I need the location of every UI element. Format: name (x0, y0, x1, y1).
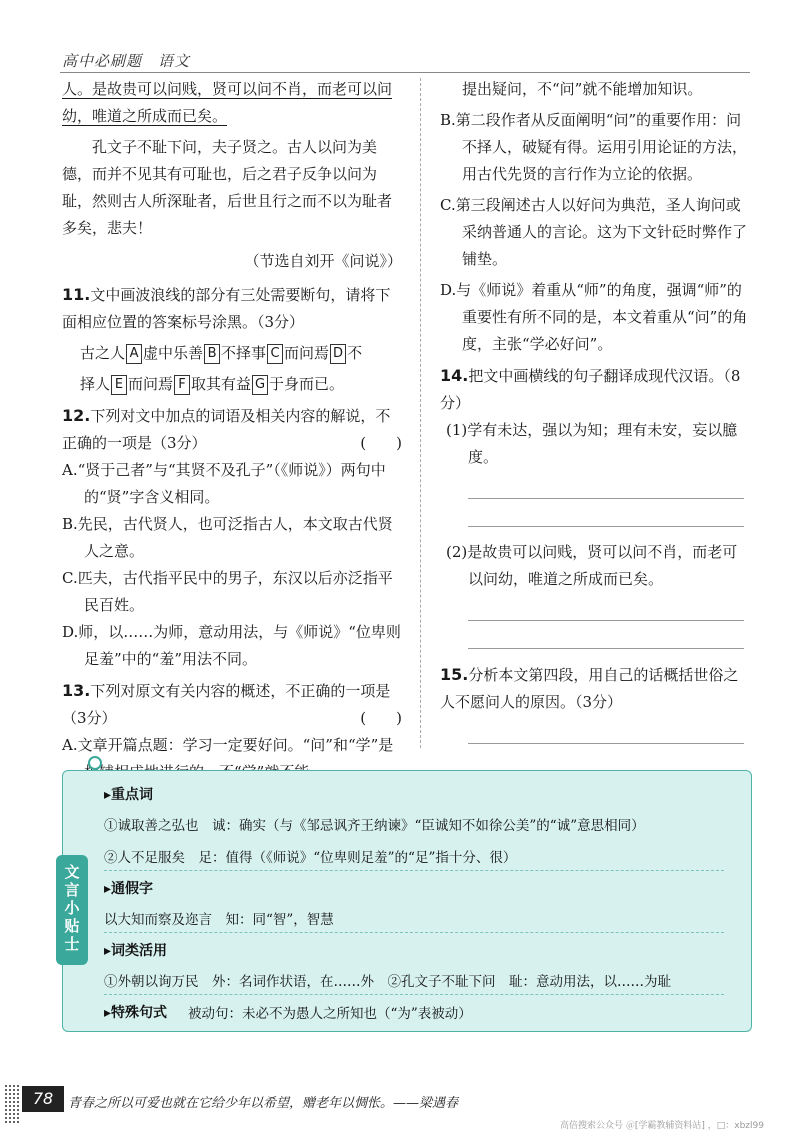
q11-box-g[interactable]: G (252, 375, 268, 395)
q14-1-answer-line-2[interactable] (468, 526, 744, 527)
q13-option-a-cont: 提出疑问，不“问”就不能增加知识。 (462, 80, 703, 98)
q15-answer-line-1[interactable] (468, 743, 744, 744)
passage-source: （节选自刘开《问说》） (244, 252, 402, 270)
q13-answer-paren[interactable]: ( ) (360, 709, 402, 727)
q12-answer-paren[interactable]: ( ) (360, 434, 402, 452)
tips-section-special-syntax: ▸特殊句式 (104, 1005, 168, 1021)
q11-sentence-line2: 择人 E 而问焉 F 取其有益 G 于身而已。 (80, 375, 345, 393)
passage-end-para: 人。是故贵可以问贱，贤可以问不肖，而老可以问幼，唯道之所成而已矣。 (62, 80, 393, 125)
q13-option-a: A.文章开篇点题：学习一定要好问。“问”和“学”是 (62, 736, 394, 754)
column-divider (420, 78, 421, 748)
footer-watermark: 高倍搜索公众号 ＠[学霸教辅资料站] ，□：xbzl99 (560, 1121, 764, 1131)
q11-box-b[interactable]: B (204, 344, 220, 364)
tips-word-usage-1: ①外朝以询万民 外：名词作状语，在……外 ②孔文子不耻下问 耻：意动用法，以……为耻 (104, 974, 671, 990)
q11-sentence-line1: 古之人 A 虚中乐善 B 不择事 C 而问焉 D 不 (80, 344, 363, 362)
q12-option-c: C.匹夫，古代指平民中的男子，东汉以后亦泛指平民百姓。 (62, 569, 393, 614)
left-column (62, 76, 402, 786)
header-title: 高中必刷题 语文 (62, 52, 191, 70)
tips-tab-label: 文言小贴士 (56, 855, 88, 965)
page-number: 78 (22, 1086, 64, 1112)
q14-stem: 14.把文中画横线的句子翻译成现代汉语。（8分） (440, 366, 741, 412)
passage-para-4: 孔文子不耻下问，夫子贤之。古人以问为美德，而并不见其有可耻也，后之君子反争以问为耻，然则古人所深耻者，后世且行之而不以为耻者多矣，悲夫！ (62, 138, 393, 237)
right-column (440, 76, 750, 772)
q12-option-a: A.“贤于己者”与“其贤不及孔子”（《师说》）两句中的“贤”字含义相同。 (62, 461, 386, 506)
q14-sentence-2: (2)是故贵可以问贱，贤可以问不肖，而老可以问幼，唯道之所成而已矣。 (446, 543, 738, 588)
q13-option-d: D.与《师说》着重从“师”的角度，强调“师”的重要性有所不同的是，本文着重从“问”的角度，主张“学必好问”。 (440, 281, 748, 353)
q11-box-c[interactable]: C (267, 344, 283, 364)
pin-icon (88, 756, 102, 770)
tips-divider (104, 994, 724, 995)
q11-box-e[interactable]: E (111, 375, 127, 395)
q15-stem: 15.分析本文第四段，用自己的话概括世俗之人不愿问人的原因。（3分） (440, 665, 739, 711)
q14-sentence-1: (1)学有未达，强以为知；理有未安，妄以臆度。 (446, 421, 738, 466)
q12-stem: 12.下列对文中加点的词语及相关内容的解说，不正确的一项是（3分） ( ) (62, 402, 402, 457)
classical-tips-box (62, 770, 752, 1032)
q11-box-d[interactable]: D (330, 344, 346, 364)
q14-2-answer-line-2[interactable] (468, 648, 744, 649)
tips-variant-char-1: 以大知而察及迩言 知：同“智”，智慧 (104, 912, 334, 928)
q14-2-answer-line-1[interactable] (468, 620, 744, 621)
q13-option-c: C.第三段阐述古人以好问为典范，圣人询问或采纳普通人的言论。这为下文针砭时弊作了铺垫。 (440, 196, 748, 268)
q12-option-b: B.先民，古代贤人，也可泛指古人，本文取古代贤人之意。 (62, 515, 393, 560)
q12-option-d: D.师，以……为师，意动用法，与《师说》“位卑则足羞”中的“羞”用法不同。 (62, 623, 401, 668)
tips-special-syntax-1: 被动句：未必不为愚人之所知也（“为”表被动） (188, 1006, 472, 1022)
tips-divider (104, 932, 724, 933)
tips-section-variant-chars: ▸通假字 (104, 881, 154, 897)
q11-box-a[interactable]: A (126, 344, 142, 364)
tips-section-word-usage: ▸词类活用 (104, 943, 168, 959)
tips-section-key-words: ▸重点词 (104, 787, 154, 803)
header-rule (60, 72, 750, 73)
q11-stem: 11.文中画波浪线的部分有三处需要断句，请将下面相应位置的答案标号涂黑。（3分） (62, 285, 391, 331)
q14-1-answer-line-1[interactable] (468, 498, 744, 499)
tips-key-word-2: ②人不足服矣 足：值得（《师说》“位卑则足羞”的“足”指十分、很） (104, 850, 517, 866)
footer-quote: 青春之所以可爱也就在它给少年以希望，赠老年以惆怅。——梁遇春 (68, 1096, 459, 1111)
footer-dot-pattern (4, 1084, 20, 1124)
q13-option-b: B.第二段作者从反面阐明“问”的重要作用：问不择人，破疑有得。运用引用论证的方法，用古代先贤的言行作为立论的依据。 (440, 111, 748, 183)
q11-box-f[interactable]: F (174, 375, 190, 395)
q13-stem: 13.下列对原文有关内容的概述，不正确的一项是（3分） ( ) (62, 677, 402, 732)
tips-divider (104, 870, 724, 871)
tips-key-word-1: ①诚取善之弘也 诚：确实（与《邹忌讽齐王纳谏》“臣诚知不如徐公美”的“诚”意思相同） (104, 818, 645, 834)
